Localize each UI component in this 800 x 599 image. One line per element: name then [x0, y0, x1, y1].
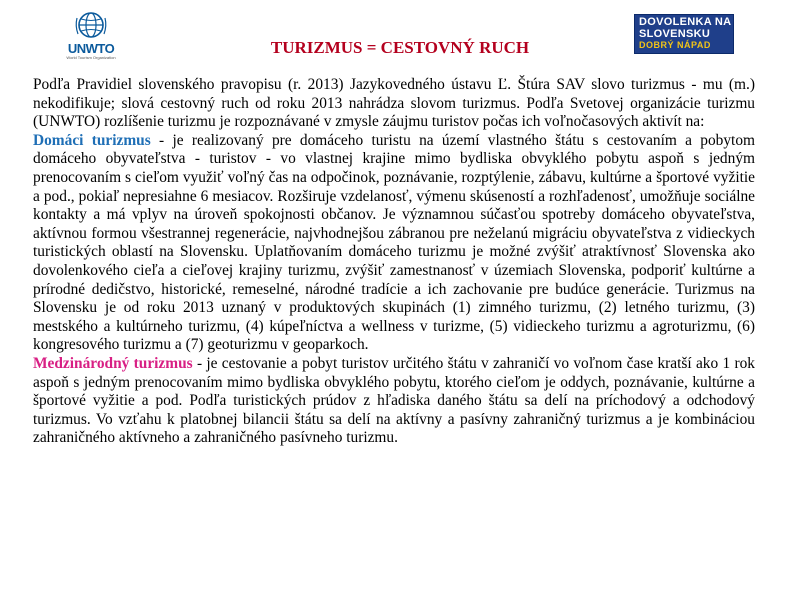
dovolenka-logo-line1: DOVOLENKA NA [639, 16, 732, 28]
domestic-term: Domáci turizmus [33, 131, 151, 149]
page-title: TURIZMUS = CESTOVNÝ RUCH [270, 38, 530, 57]
domestic-text: - je realizovaný pre domáceho turistu na území vlastného štátu s cestovaním a pobytom domáceho obyvateľstva - turistov - vo vlastnej krajine mimo bydliska obvyklého pobytu aspoň s jedným prenocovaním s cieľom využiť voľný čas na odpočinok, poznávanie, rozptýlenie, zábavu, kultúrne a športové vyžitie a pod., pokiaľ nepresiahne 6 mesiacov. Rozširuje vzdelanosť, výmenu skúseností a rozhľadenosť, umožňuje sociálne kontakty a má vplyv na úroveň spokojnosti občanov. Je významnou súčasťou spotreby domáceho obyvateľstva, aktívnou formou všestrannej regenerácie, najvhodnejšou zábranou pre neželanú migráciu obyvateľstva z vidieckych turistických oblastí na Slovensku. Uplatňovaním domáceho turizmu je možné zvýšiť atraktívnosť Slovenska ako dovolenkového cieľa a cieľovej krajiny turizmu, zvýšiť zamestnanosť v územiach Slovenska, podporiť kultúrne a prírodné dedičstvo, historické, remeselné, národné tradície a ich zachovanie pre budúce generácie. Turizmus na Slovensku je od roku 2013 uznaný v produktových skupinách (1) zimného turizmu, (2) letného turizmu, (3) mestského a kultúrneho turizmu, (4) kúpeľníctva a wellness v turizme, (5) vidieckeho turizmu a agroturizmu, (6) kongresového turizmu a (7) geoturizmu v geoparkoch. [33, 131, 755, 354]
unwto-logo-text: UNWTO [67, 41, 115, 56]
international-text: - je cestovanie a pobyt turistov určitého štátu v zahraničí vo voľnom čase kratší ako 1 rok aspoň s jedným prenocovaním mimo bydliska obvyklého pobytu, ktorého cieľom je oddych, poznávanie, kultúrne a športové vyžitie a pod. Podľa turistických prúdov z hľadiska daného štátu sa delí na príchodový a odchodový turizmus. Vo vzťahu k platobnej bilancii štátu sa delí na aktívny a pasívny zahraničný turizmus a je kombináciou zahraničného aktívneho a zahraničného pasívneho turizmu. [33, 354, 755, 447]
dovolenka-logo-line2: SLOVENSKU [639, 28, 711, 40]
international-term: Medzinárodný turizmus [33, 354, 193, 372]
domestic-paragraph [33, 132, 755, 355]
unwto-logo-subtitle: World Tourism Organization [66, 55, 116, 60]
dovolenka-logo-line3: DOBRÝ NÁPAD [639, 40, 711, 50]
international-paragraph [33, 355, 755, 448]
main-text [33, 76, 755, 448]
intro-paragraph: Podľa Pravidiel slovenského pravopisu (r. 2013) Jazykovedného ústavu Ľ. Štúra SAV slovo turizmus - mu (m.) nekodifikuje; slová cestovný ruch od roku 2013 nahrádza slovom turizmus. Podľa Svetovej organizácie turizmu (UNWTO) rozlíšenie turizmu je rozpoznávané v zmysle záujmu turistov počas ich voľnočasových aktivít na: [33, 76, 755, 131]
